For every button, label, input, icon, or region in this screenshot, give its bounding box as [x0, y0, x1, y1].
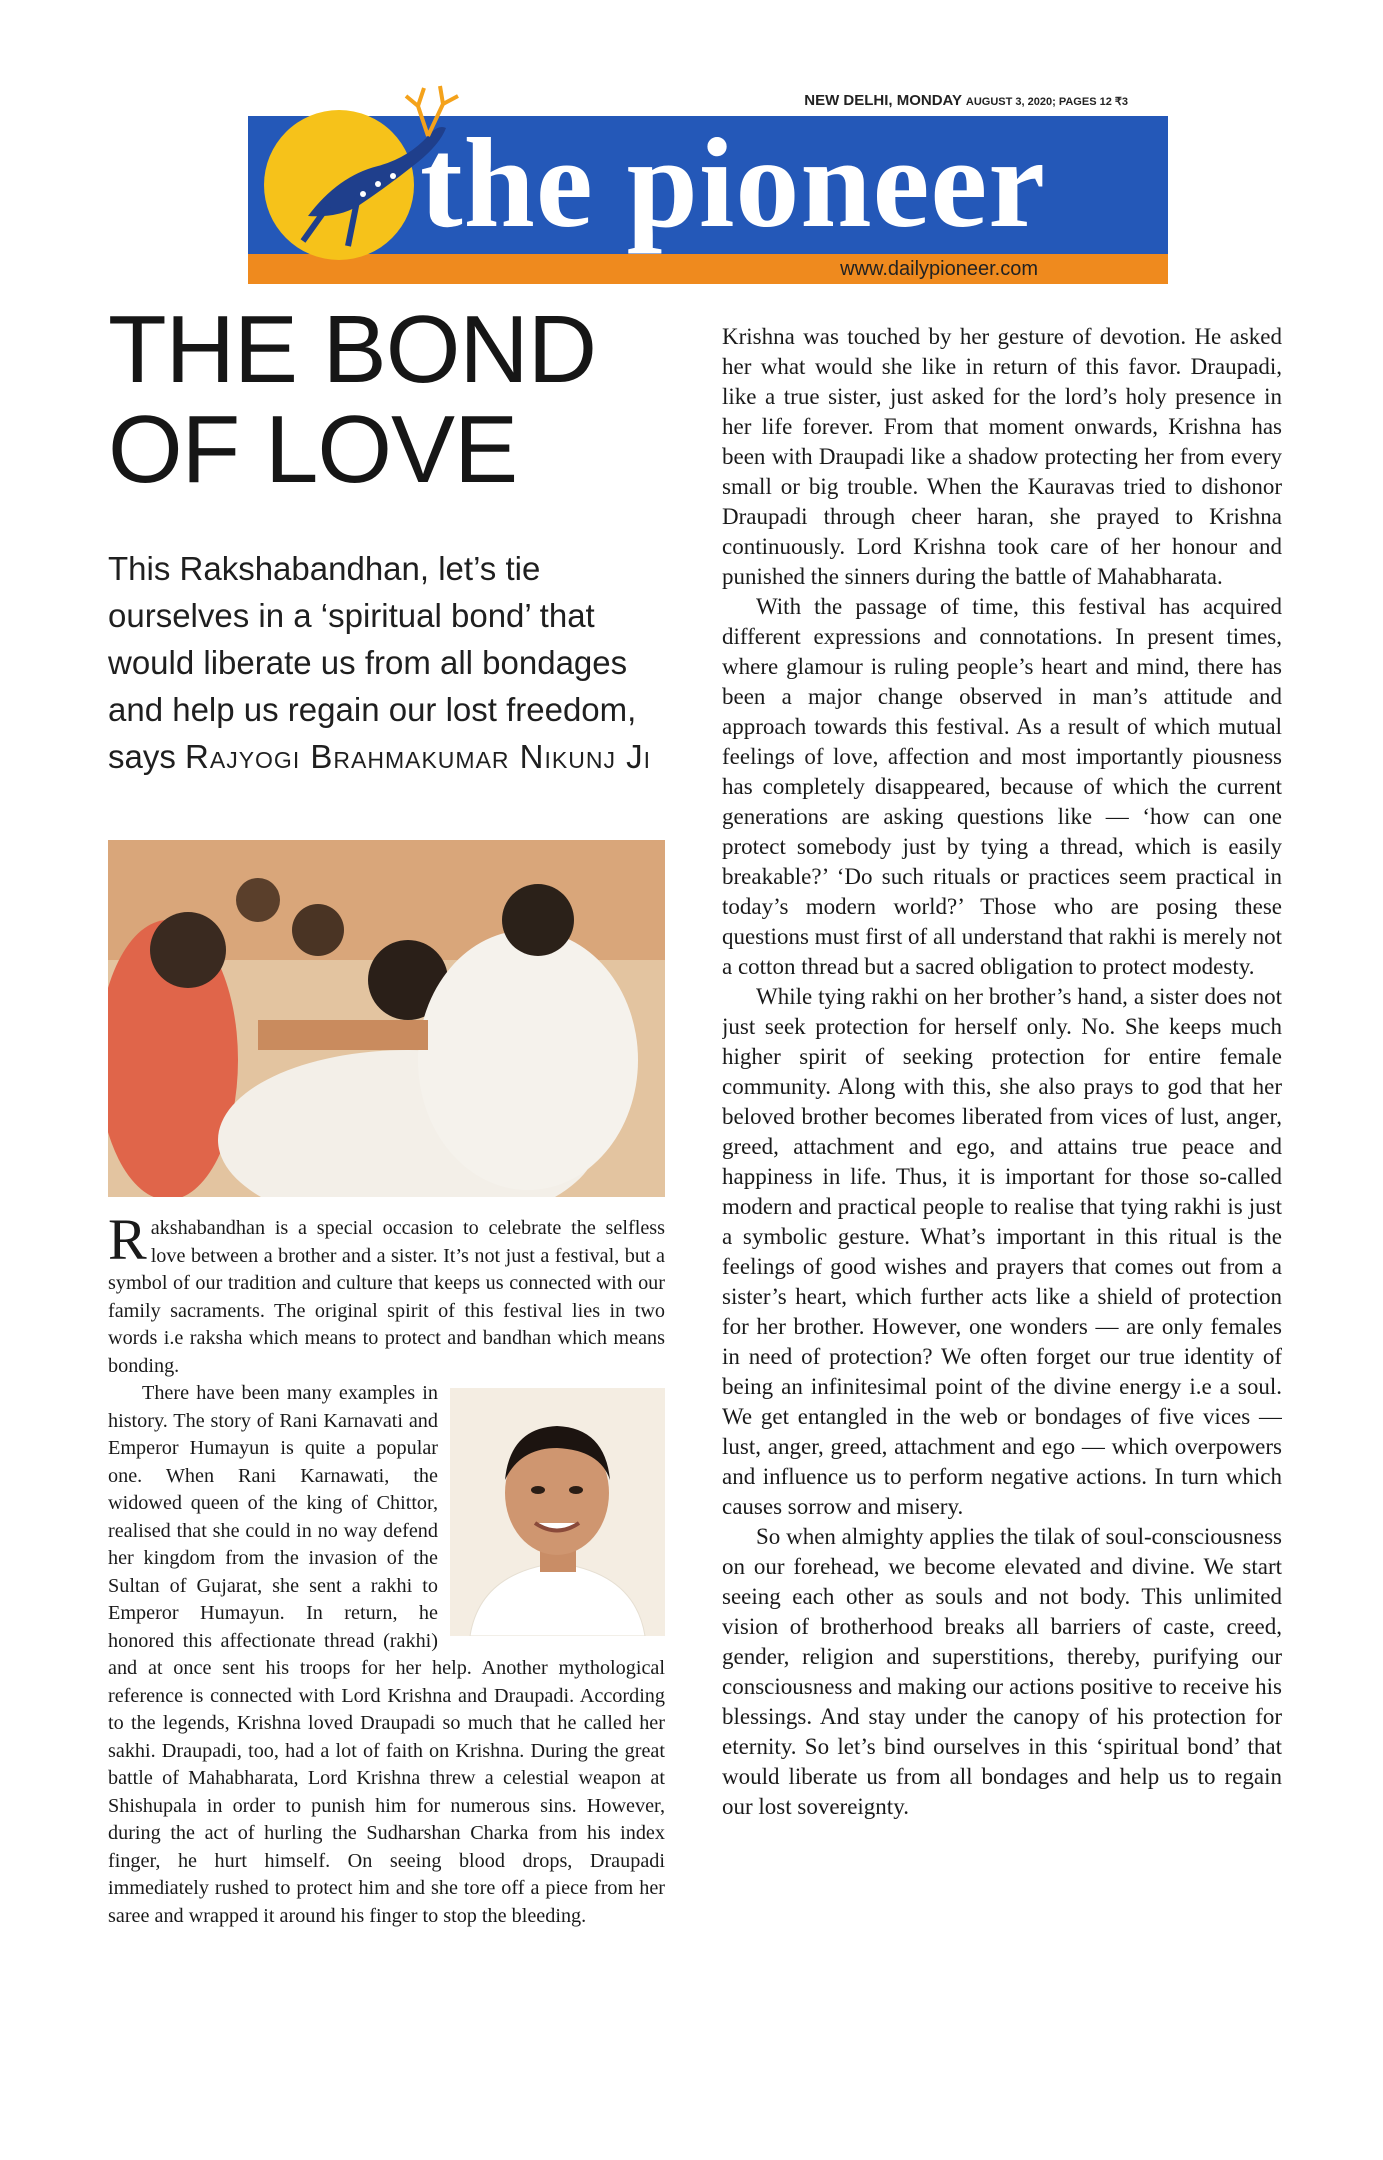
right-column-body [722, 322, 1282, 2082]
headline-line-1: THE BOND [108, 296, 597, 403]
paragraph-1 [108, 1215, 665, 1380]
paragraph-2: There have been many examples in history. The story of Rani Karnavati and Emperor Humayun is quite a popular one. When Rani Karnawati, the widowed queen of the king of Chittor, realised that she could in no way defend her kingdom from the invasion of the Sultan of Gujarat, she sent a rakhi to Emperor Humayun. In return, he honored this affectionate thread (rakhi) and at once sent his troops for her help. Another mythological reference is connected with Lord Krishna and Draupadi. According to the legends, Krishna loved Draupadi so much that he called her sakhi. Draupadi, too, had a lot of faith on Krishna. During the great battle of Mahabharata, Lord Krishna threw a celestial weapon at Shishupala in order to punish him for numerous sins. However, during the act of hurling the Sudharshan Charka from his index finger, he hurt himself. On seeing blood drops, Draupadi immediately rushed to protect him and she tore off a piece from her saree and wrapped it around his finger to stop the bleeding. [108, 1382, 665, 1927]
paragraph-1-text: akshabandhan is a special occasion to celebrate the selfless love between a brother and a sister. It’s not just a festival, but a symbol of our tradition and culture that keeps us connected with our family sacraments. The original spirit of this festival lies in two words i.e raksha which means to protect and bandhan which means bonding. [108, 1217, 665, 1377]
masthead [248, 74, 1168, 292]
dateline-details: AUGUST 3, 2020; PAGES 12 ₹3 [965, 96, 1128, 108]
deck-text: This Rakshabandhan, let’s tie ourselves in a ‘spiritual bond’ that would liberate us from all bondages and help us regain our lost freedom, says [108, 550, 637, 775]
dropcap: R [108, 1215, 147, 1272]
portrait-illustration [450, 1388, 665, 1636]
dateline-main: NEW DELHI, MONDAY [804, 92, 962, 109]
masthead-title: the pioneer [420, 112, 1046, 254]
paragraph-6: So when almighty applies the tilak of soul-consciousness on our forehead, we become elevated and divine. We start seeing each other as souls and not body. This unlimited vision of brotherhood breaks all barriers of caste, creed, gender, religion and superstitions, thereby, purifying our consciousness and making our actions positive to receive his blessings. And stay under the canopy of his protection for eternity. So let’s bind ourselves in this ‘spiritual bond’ that would liberate us from all bondages and help us to regain our lost sovereignty. [722, 1524, 1282, 1819]
byline: Rajyogi Brahmakumar Nikunj Ji [185, 738, 652, 775]
rakhi-photo [108, 840, 665, 1197]
rakhi-photo-illustration [108, 840, 665, 1197]
author-portrait [450, 1388, 665, 1636]
website-link[interactable]: www.dailypioneer.com [840, 258, 1038, 280]
paragraph-5: While tying rakhi on her brother’s hand, a sister does not just seek protection for herself only. No. She keeps much higher spirit of seeking protection for entire female community. Along with this, she also prays to god that her beloved brother becomes liberated from vices of lust, anger, greed, attachment and ego, and attains true peace and happiness in life. Thus, it is important for those so-called modern and practical people to realise that tying rakhi is just a symbolic gesture. What’s important in this ritual is the feelings of good wishes and prayers that comes out from a sister’s heart, which further acts like a shield of protection for her brother. However, one wonders — are only females in need of protection? We often forget our true identity of being an infinitesimal point of the divine energy i.e a soul. We get entangled in the web or bondages of five vices — lust, anger, greed, attachment and ego — which overpowers and influence us to perform negative actions. In turn which causes sorrow and misery. [722, 984, 1282, 1519]
headline-line-2: OF LOVE [108, 396, 518, 503]
headline [108, 296, 668, 503]
paragraph-4: With the passage of time, this festival has acquired different expressions and connotations. In present times, where glamour is ruling people’s heart and mind, there has been a major change observed in man’s attitude and approach towards this festival. As a result of which mutual feelings of love, affection and most importantly piousness has completely disappeared, because of which the current generations are asking questions like — ‘how can one protect somebody just by tying a thread, which is easily breakable?’ ‘Do such rituals or practices seem practical in today’s modern world?’ Those who are posing these questions must first of all understand that rakhi is merely not a cotton thread but a sacred obligation to protect modesty. [722, 594, 1282, 979]
left-column-body [108, 1215, 665, 2035]
paragraph-3: Krishna was touched by her gesture of devotion. He asked her what would she like in return of this favor. Draupadi, like a true sister, just asked for the lord’s holy presence in her life forever. From that moment onwards, Krishna has been with Draupadi like a shadow protecting her from every small or big trouble. When the Kauravas tried to dishonor Draupadi through cheer haran, she prayed to Krishna continuously. Lord Krishna took care of her honour and punished the sinners during the battle of Mahabharata. [722, 324, 1282, 589]
dateline [804, 92, 1128, 109]
article-deck [108, 545, 678, 780]
